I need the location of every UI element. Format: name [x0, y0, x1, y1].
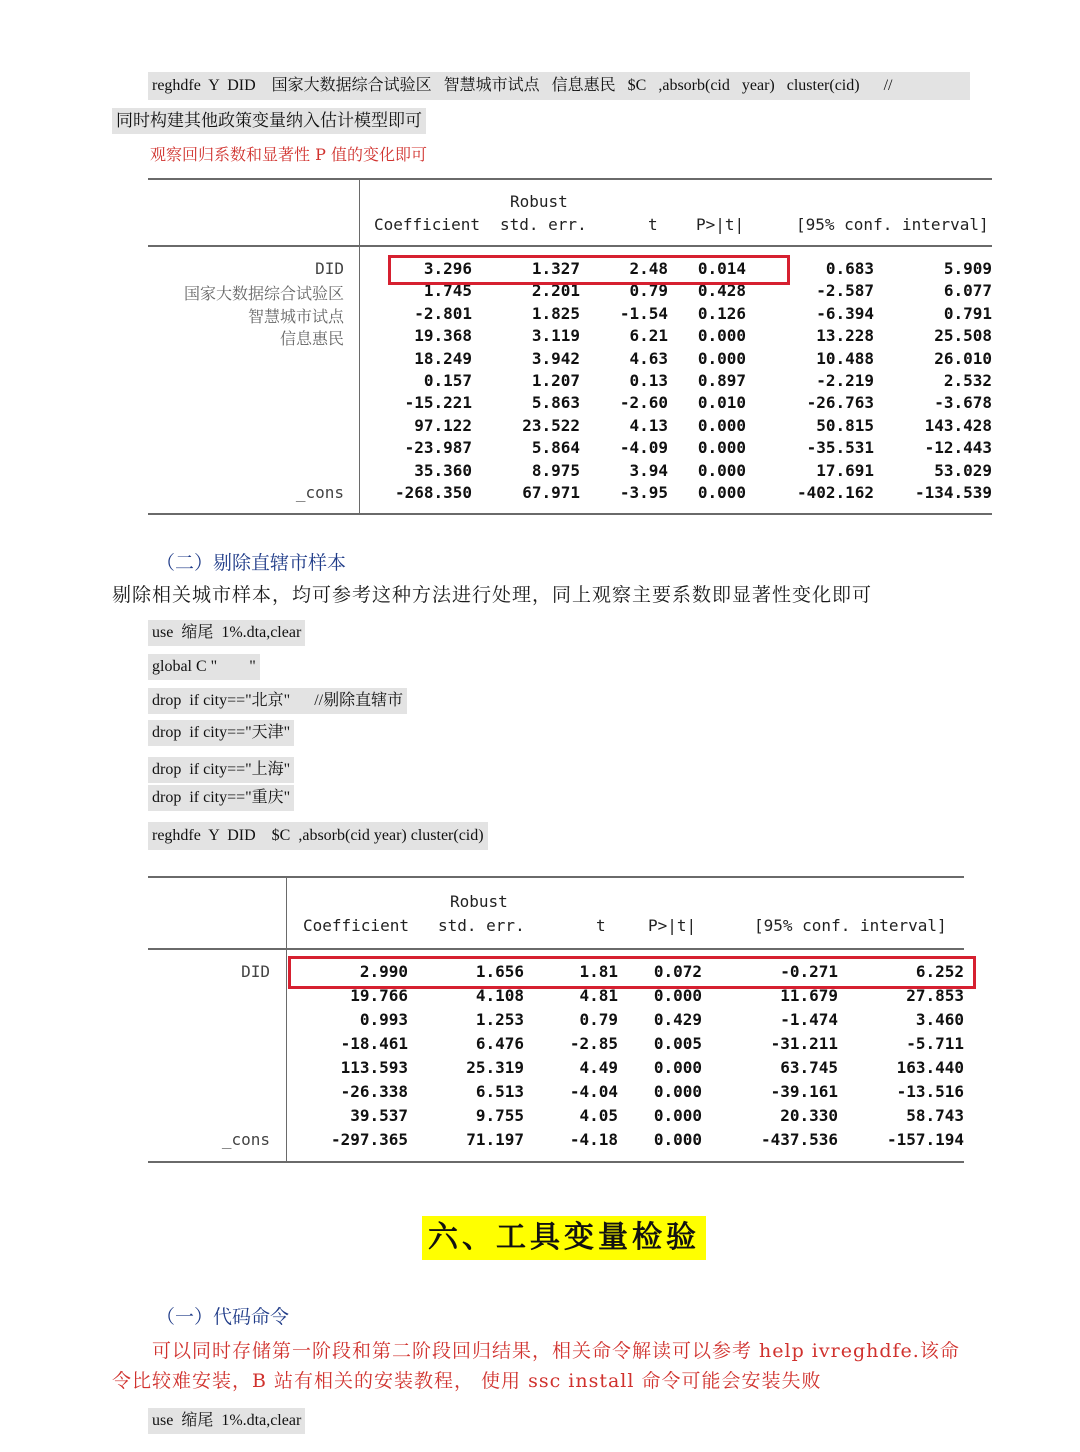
table2-ci-high-cell: 6.252 [915, 962, 964, 981]
table1-coef-cell: -23.987 [404, 438, 472, 458]
table2-coef-cell: -26.338 [340, 1082, 408, 1101]
note-observe-pvalue: 观察回归系数和显著性 P 值的变化即可 [150, 145, 427, 164]
table2-ci-high-cell: -13.516 [896, 1082, 964, 1101]
table1-ci-high-cell: -134.539 [914, 483, 992, 502]
table2-se-cell: 4.108 [475, 986, 524, 1005]
table2-ci-low-cell: 63.745 [780, 1058, 838, 1077]
table2-t-cell: 4.05 [579, 1106, 618, 1125]
table2-coef-cell: 113.593 [340, 1058, 408, 1077]
table2-p-cell: 0.000 [653, 1082, 702, 1101]
table1-se-cell: 1.207 [531, 371, 580, 390]
table2-ci-high-cell: -157.194 [886, 1130, 964, 1149]
table1-ci-high-cell: 143.428 [924, 415, 992, 435]
table2-se-cell: 6.476 [475, 1034, 524, 1053]
table2-ci-low-cell: -31.211 [770, 1034, 838, 1053]
table1-header-rule [148, 245, 992, 247]
table2-p-cell: 0.000 [653, 1058, 702, 1077]
table1-coef-cell: 1.745 [423, 281, 472, 301]
table1-ci-low-cell: 50.815 [816, 415, 874, 435]
table2-se-cell: 1.656 [475, 962, 524, 981]
table1-ci-low-cell: 13.228 [816, 326, 874, 346]
table2-header-stderr: std. err. [438, 916, 525, 935]
table1-t-cell: 6.21 [629, 326, 668, 346]
table2-coef-cell: 19.766 [350, 986, 408, 1005]
table2-ci-high-cell: 58.743 [906, 1106, 964, 1125]
table2-t-cell: 4.49 [579, 1058, 618, 1077]
table1-ci-high-cell: 2.532 [943, 371, 992, 390]
regression-table-2 [148, 876, 964, 1166]
table2-header-ci: [95% conf. interval] [754, 916, 947, 935]
table1-p-cell: 0.126 [697, 303, 746, 323]
code-drop-beijing: drop if city=="北京" //剔除直辖市 [148, 688, 407, 714]
section6-title: 六、工具变量检验 [422, 1216, 706, 1260]
table1-se-cell: 2.201 [531, 281, 580, 301]
table2-coef-cell: 2.990 [359, 962, 408, 981]
table1-ci-low-cell: -2.219 [816, 371, 874, 390]
table2-header-p: P>|t| [648, 916, 697, 935]
table2-header-coefficient: Coefficient [303, 916, 409, 935]
table2-se-cell: 6.513 [475, 1082, 524, 1101]
table1-p-cell: 0.014 [697, 259, 746, 278]
table2-se-cell: 9.755 [475, 1106, 524, 1125]
table1-coef-cell: 97.122 [414, 415, 472, 435]
table2-se-cell: 25.319 [466, 1058, 524, 1077]
table1-header-p: P>|t| [696, 215, 745, 234]
table1-row-label: 信息惠民 [279, 329, 344, 349]
code-global-c: global C " " [148, 654, 260, 680]
table1-coef-cell: 35.360 [414, 460, 472, 480]
table1-t-cell: -1.54 [619, 303, 668, 323]
table1-coef-cell: 19.368 [414, 326, 472, 346]
code-line-reghdfe-1: reghdfe Y DID 国家大数据综合试验区 智慧城市试点 信息惠民 $C ,absorb(cid year) cluster(cid) // [148, 72, 970, 100]
table1-t-cell: 0.79 [629, 281, 668, 301]
table1-p-cell: 0.000 [697, 460, 746, 480]
table2-se-cell: 71.197 [466, 1130, 524, 1149]
table2-p-cell: 0.000 [653, 1130, 702, 1149]
table1-t-cell: -4.09 [619, 438, 668, 458]
table1-se-cell: 1.825 [531, 303, 580, 323]
table1-se-cell: 5.863 [531, 393, 580, 413]
table1-se-cell: 23.522 [522, 415, 580, 435]
table1-t-cell: 0.13 [629, 371, 668, 390]
table2-header-rule [148, 948, 964, 950]
table1-ci-low-cell: -6.394 [816, 303, 874, 323]
table2-t-cell: 1.81 [579, 962, 618, 981]
table1-t-cell: 4.13 [629, 415, 668, 435]
section2-heading: （二）剔除直辖市样本 [156, 552, 347, 574]
table1-ci-high-cell: -12.443 [924, 438, 992, 458]
table1-ci-low-cell: 0.683 [825, 259, 874, 278]
table2-p-cell: 0.429 [653, 1010, 702, 1029]
table2-divider [286, 876, 287, 1163]
regression-table-1 [148, 178, 992, 516]
table2-p-cell: 0.005 [653, 1034, 702, 1053]
table2-ci-low-cell: -1.474 [780, 1010, 838, 1029]
table2-ci-low-cell: 11.679 [780, 986, 838, 1005]
table2-ci-high-cell: 27.853 [906, 986, 964, 1005]
table2-p-cell: 0.000 [653, 1106, 702, 1125]
section6-subheading: （一）代码命令 [156, 1306, 290, 1328]
table2-ci-high-cell: 3.460 [915, 1010, 964, 1029]
table1-ci-high-cell: 53.029 [934, 460, 992, 480]
table1-header-t: t [648, 215, 658, 234]
table1-p-cell: 0.897 [697, 371, 746, 390]
table2-t-cell: 0.79 [579, 1010, 618, 1029]
table1-coef-cell: -2.801 [414, 303, 472, 323]
table2-row-label: _cons [221, 1130, 270, 1149]
code-drop-shanghai: drop if city=="上海" [148, 757, 294, 783]
table1-header-ci: [95% conf. interval] [796, 215, 989, 234]
table1-se-cell: 3.119 [531, 326, 580, 346]
table1-row-label: 智慧城市试点 [247, 306, 344, 326]
table1-se-cell: 3.942 [531, 348, 580, 368]
table1-row-label: 国家大数据综合试验区 [183, 284, 344, 304]
table1-divider [359, 178, 360, 515]
table1-t-cell: -2.60 [619, 393, 668, 413]
table2-t-cell: -4.04 [569, 1082, 618, 1101]
table2-highlight-did [288, 956, 976, 989]
table1-top-rule [148, 178, 992, 180]
table2-p-cell: 0.072 [653, 962, 702, 981]
table2-se-cell: 1.253 [475, 1010, 524, 1029]
section6-note-line2: 令比较难安装，B 站有相关的安装教程， 使用 ssc install 命令可能会安装失败 [112, 1370, 822, 1392]
table1-p-cell: 0.010 [697, 393, 746, 413]
table2-ci-high-cell: 163.440 [896, 1058, 964, 1077]
table1-ci-high-cell: -3.678 [934, 393, 992, 413]
table1-ci-high-cell: 6.077 [943, 281, 992, 301]
table1-p-cell: 0.000 [697, 415, 746, 435]
table1-p-cell: 0.000 [697, 348, 746, 368]
table1-row-label: _cons [295, 483, 344, 502]
table2-header-robust: Robust [450, 892, 508, 911]
table1-coef-cell: -268.350 [394, 483, 472, 502]
table2-t-cell: 4.81 [579, 986, 618, 1005]
table2-top-rule [148, 876, 964, 878]
table1-t-cell: 4.63 [629, 348, 668, 368]
table2-coef-cell: 0.993 [359, 1010, 408, 1029]
table2-row-label: DID [241, 962, 270, 981]
table1-ci-low-cell: 17.691 [816, 460, 874, 480]
table1-ci-high-cell: 5.909 [943, 259, 992, 278]
table1-header-coefficient: Coefficient [374, 215, 480, 234]
table1-coef-cell: 3.296 [423, 259, 472, 278]
code-use-winsor: use 缩尾 1%.dta,clear [148, 620, 305, 646]
table1-ci-low-cell: -2.587 [816, 281, 874, 301]
table1-header-robust: Robust [510, 192, 568, 211]
table2-ci-low-cell: -437.536 [760, 1130, 838, 1149]
table2-coef-cell: 39.537 [350, 1106, 408, 1125]
code-use-winsor-2: use 缩尾 1%.dta,clear [148, 1408, 305, 1434]
code-reghdfe-2: reghdfe Y DID $C ,absorb(cid year) cluster(cid) [148, 822, 488, 850]
table1-p-cell: 0.000 [697, 483, 746, 502]
table1-row-label: DID [315, 259, 344, 278]
table2-t-cell: -2.85 [569, 1034, 618, 1053]
table2-coef-cell: -297.365 [330, 1130, 408, 1149]
table2-coef-cell: -18.461 [340, 1034, 408, 1053]
table1-t-cell: 2.48 [629, 259, 668, 278]
table1-ci-low-cell: -402.162 [796, 483, 874, 502]
table1-se-cell: 8.975 [531, 460, 580, 480]
table1-header-stderr: std. err. [500, 215, 587, 234]
section6-note-line1: 可以同时存储第一阶段和第二阶段回归结果，相关命令解读可以参考 help ivreghdfe.该命 [152, 1340, 960, 1362]
table1-ci-low-cell: -26.763 [806, 393, 874, 413]
code-line-reghdfe-1-cont: 同时构建其他政策变量纳入估计模型即可 [112, 108, 426, 134]
table2-bottom-rule [148, 1161, 964, 1163]
code-drop-tianjin: drop if city=="天津" [148, 720, 294, 746]
table1-ci-low-cell: 10.488 [816, 348, 874, 368]
code-drop-chongqing: drop if city=="重庆" [148, 785, 294, 811]
table1-highlight-did [388, 255, 790, 285]
table1-ci-high-cell: 26.010 [934, 348, 992, 368]
table1-p-cell: 0.428 [697, 281, 746, 301]
table2-p-cell: 0.000 [653, 986, 702, 1005]
table1-coef-cell: -15.221 [404, 393, 472, 413]
table1-t-cell: -3.95 [619, 483, 668, 502]
table1-coef-cell: 18.249 [414, 348, 472, 368]
table1-se-cell: 5.864 [531, 438, 580, 458]
section2-paragraph: 剔除相关城市样本，均可参考这种方法进行处理，同上观察主要系数即显著性变化即可 [112, 584, 873, 606]
table1-ci-high-cell: 25.508 [934, 326, 992, 346]
table1-se-cell: 67.971 [522, 483, 580, 502]
table1-se-cell: 1.327 [531, 259, 580, 278]
table2-header-t: t [596, 916, 606, 935]
table1-bottom-rule [148, 513, 992, 515]
table2-ci-low-cell: -39.161 [770, 1082, 838, 1101]
table2-ci-high-cell: -5.711 [906, 1034, 964, 1053]
table1-ci-low-cell: -35.531 [806, 438, 874, 458]
table2-t-cell: -4.18 [569, 1130, 618, 1149]
table2-ci-low-cell: 20.330 [780, 1106, 838, 1125]
table2-ci-low-cell: -0.271 [780, 962, 838, 981]
table1-t-cell: 3.94 [629, 460, 668, 480]
table1-ci-high-cell: 0.791 [943, 303, 992, 323]
table1-p-cell: 0.000 [697, 438, 746, 458]
table1-p-cell: 0.000 [697, 326, 746, 346]
table1-coef-cell: 0.157 [423, 371, 472, 390]
